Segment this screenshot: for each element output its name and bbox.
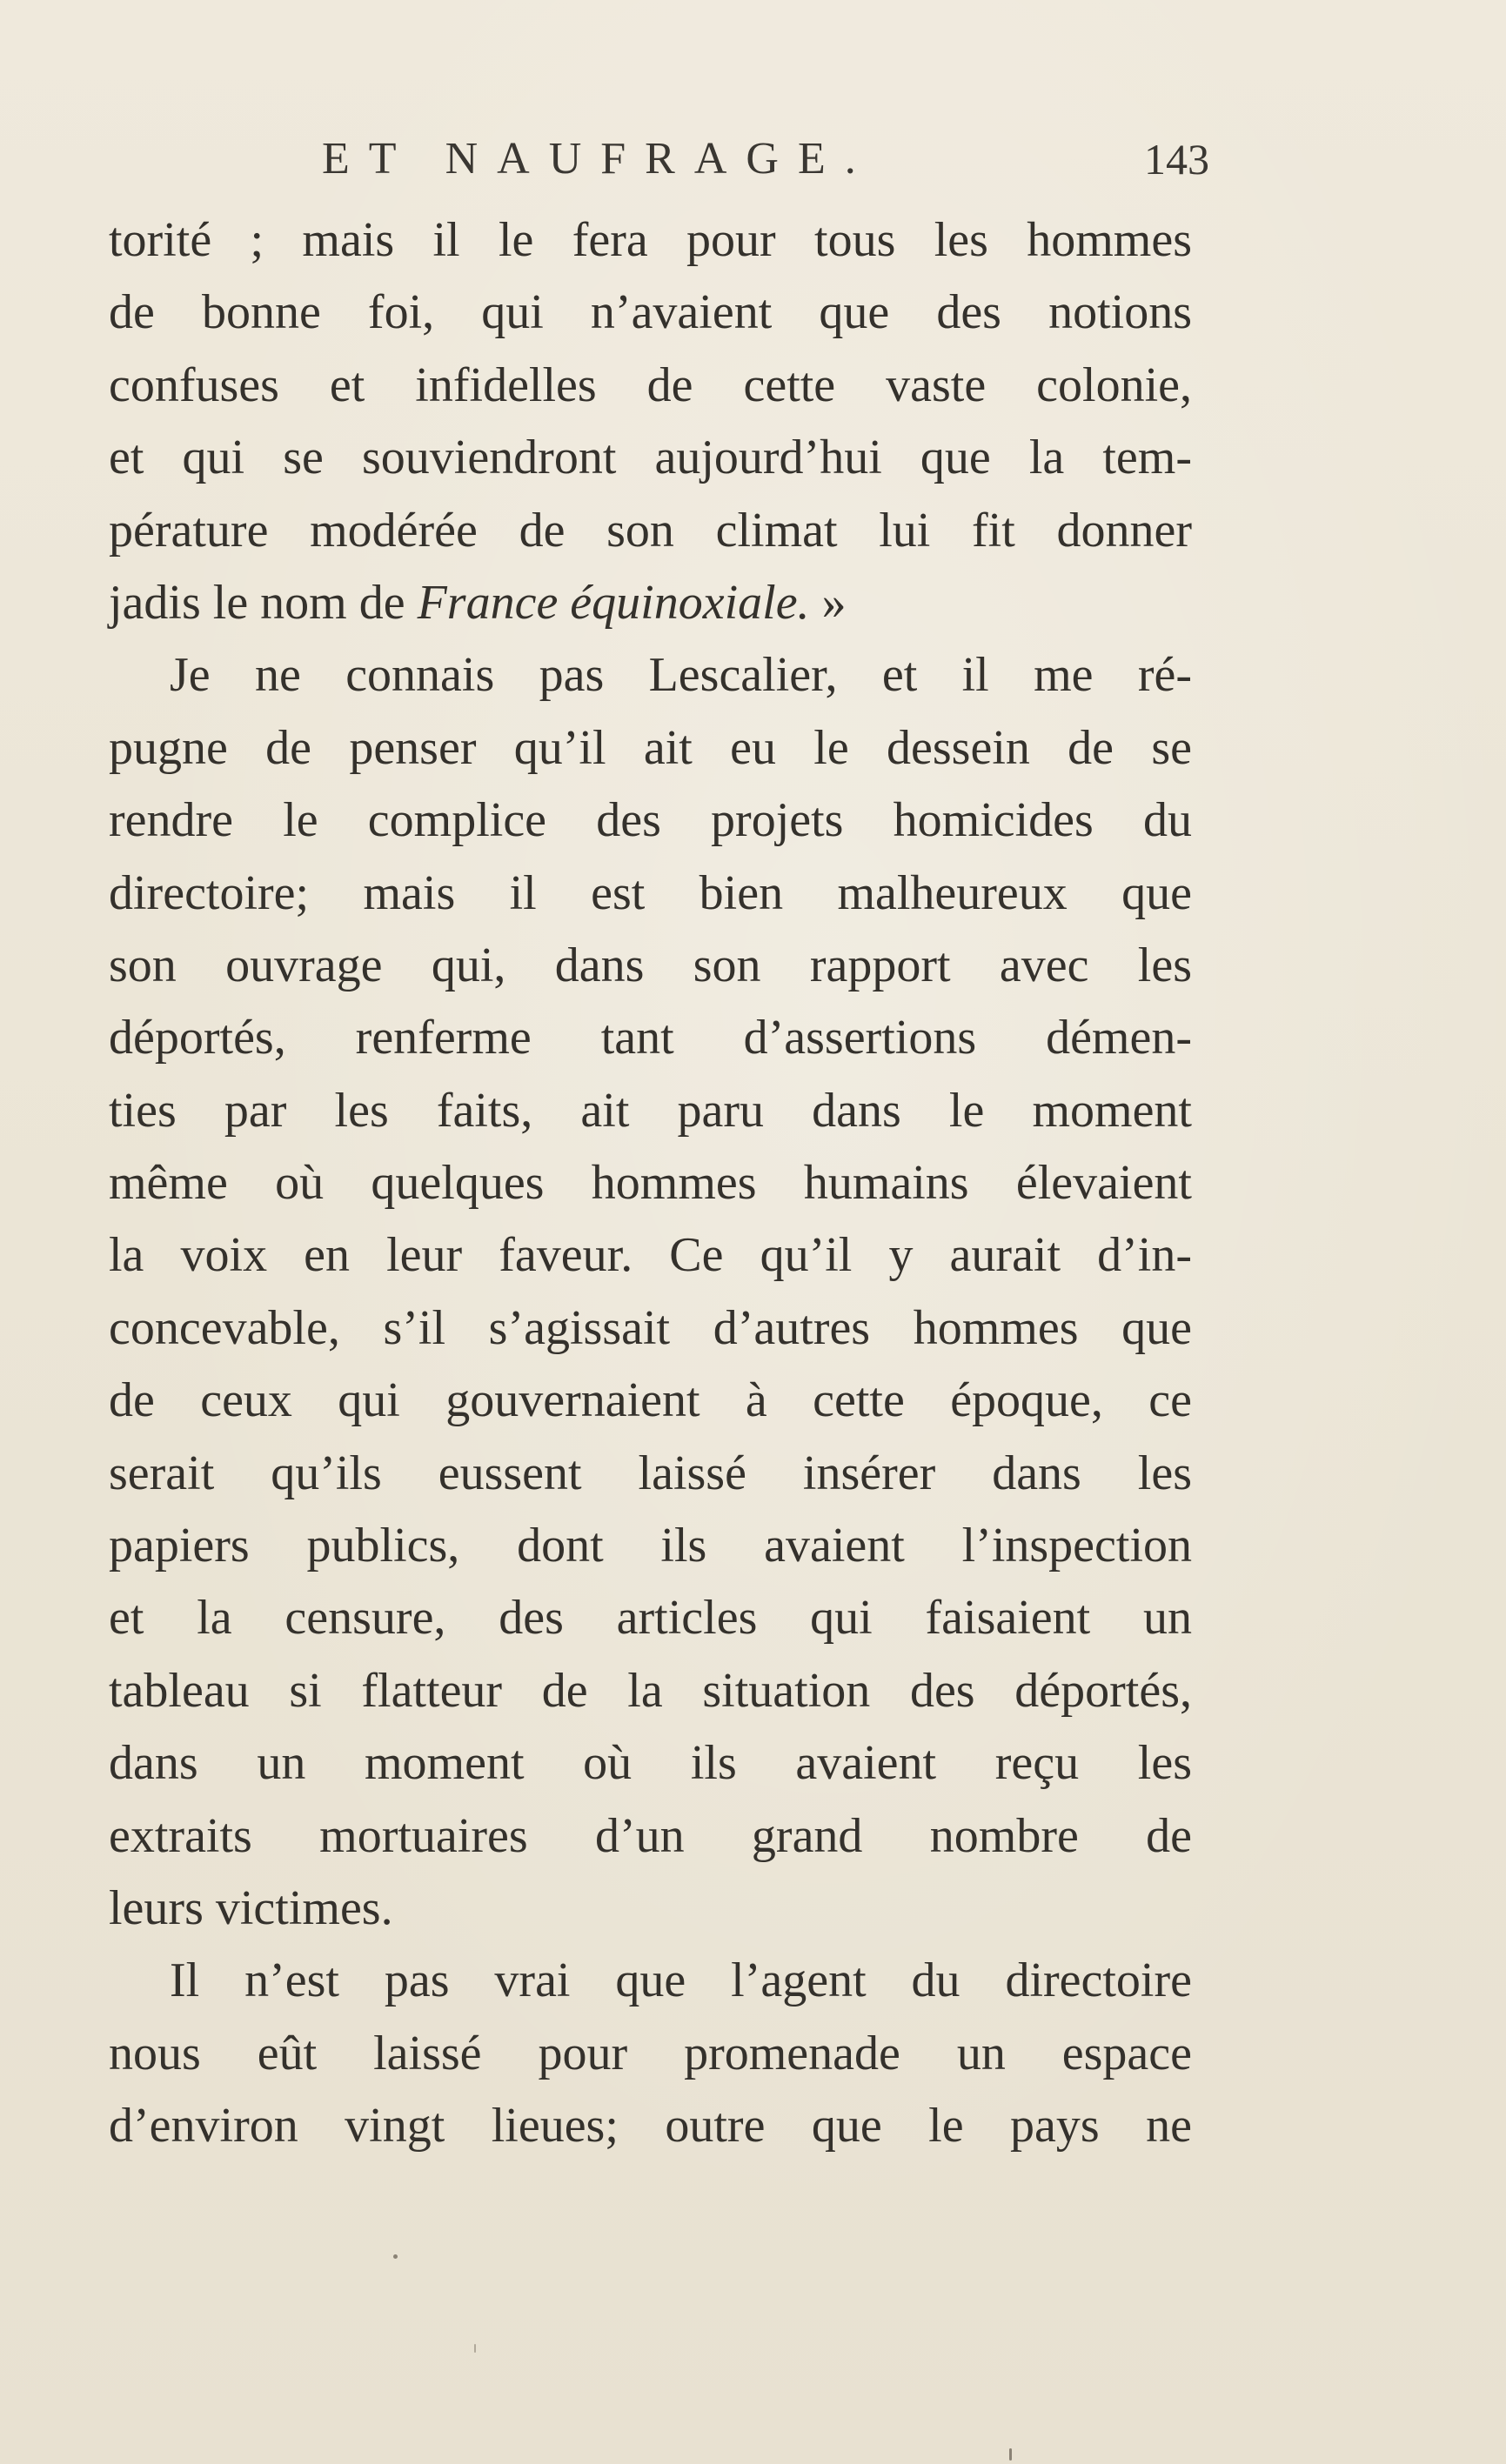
text-fragment: jadis le nom de (109, 575, 418, 630)
text-line: torité ; mais il le fera pour tous les hommes (109, 213, 1192, 267)
text-line: pugne de penser qu’il ait eu le dessein de se (109, 720, 1192, 775)
italic-phrase: France équinoxiale. (417, 575, 810, 630)
text-line: d’environ vingt lieues; outre que le pays ne (109, 2099, 1192, 2153)
text-line: et la censure, des articles qui faisaient un (109, 1591, 1192, 1646)
text-line: serait qu’ils eussent laissé insérer dans les (109, 1446, 1192, 1500)
text-line: nous eût laissé pour promenade un espace (109, 2026, 1192, 2080)
text-line: déportés, renferme tant d’assertions démen- (109, 1011, 1192, 1065)
text-line: directoire; mais il est bien malheureux que (109, 865, 1192, 920)
text-line: extraits mortuaires d’un grand nombre de (109, 1808, 1192, 1863)
paragraph-first-line: Il n’est pas vrai que l’agent du directoire (170, 1953, 1192, 2008)
page-header (109, 129, 1209, 190)
text-fragment: » (809, 575, 847, 630)
text-line: leurs victimes. (109, 1880, 393, 1935)
text-line: papiers publics, dont ils avaient l’inspection (109, 1519, 1192, 1573)
text-line: concevable, s’il s’agissait d’autres hommes que (109, 1300, 1192, 1355)
text-line: de bonne foi, qui n’avaient que des notions (109, 285, 1192, 340)
page-number: 143 (1144, 135, 1209, 184)
text-line: même où quelques hommes humains élevaient (109, 1156, 1192, 1211)
running-head: ET NAUFRAGE. (322, 134, 875, 184)
text-line: son ouvrage qui, dans son rapport avec les (109, 938, 1192, 992)
paper-speck (474, 2344, 476, 2353)
text-line: tableau si flatteur de la situation des déportés, (109, 1663, 1192, 1718)
text-line: et qui se souviendront aujourd’hui que la tem- (109, 431, 1192, 485)
text-line: pérature modérée de son climat lui fit donner (109, 503, 1192, 558)
paper-speck (1009, 2448, 1012, 2461)
text-line: ties par les faits, ait paru dans le moment (109, 1083, 1192, 1138)
text-line: la voix en leur faveur. Ce qu’il y aurait d’in- (109, 1228, 1192, 1283)
paper-speck (393, 2254, 398, 2259)
text-line (109, 567, 1192, 639)
paragraph-first-line: Je ne connais pas Lescalier, et il me ré- (170, 648, 1192, 703)
text-line: confuses et infidelles de cette vaste colonie, (109, 357, 1192, 412)
body-text (109, 204, 1192, 2163)
text-line: de ceux qui gouvernaient à cette époque, ce (109, 1373, 1192, 1428)
text-line: rendre le complice des projets homicides du (109, 793, 1192, 848)
text-line: dans un moment où ils avaient reçu les (109, 1736, 1192, 1791)
